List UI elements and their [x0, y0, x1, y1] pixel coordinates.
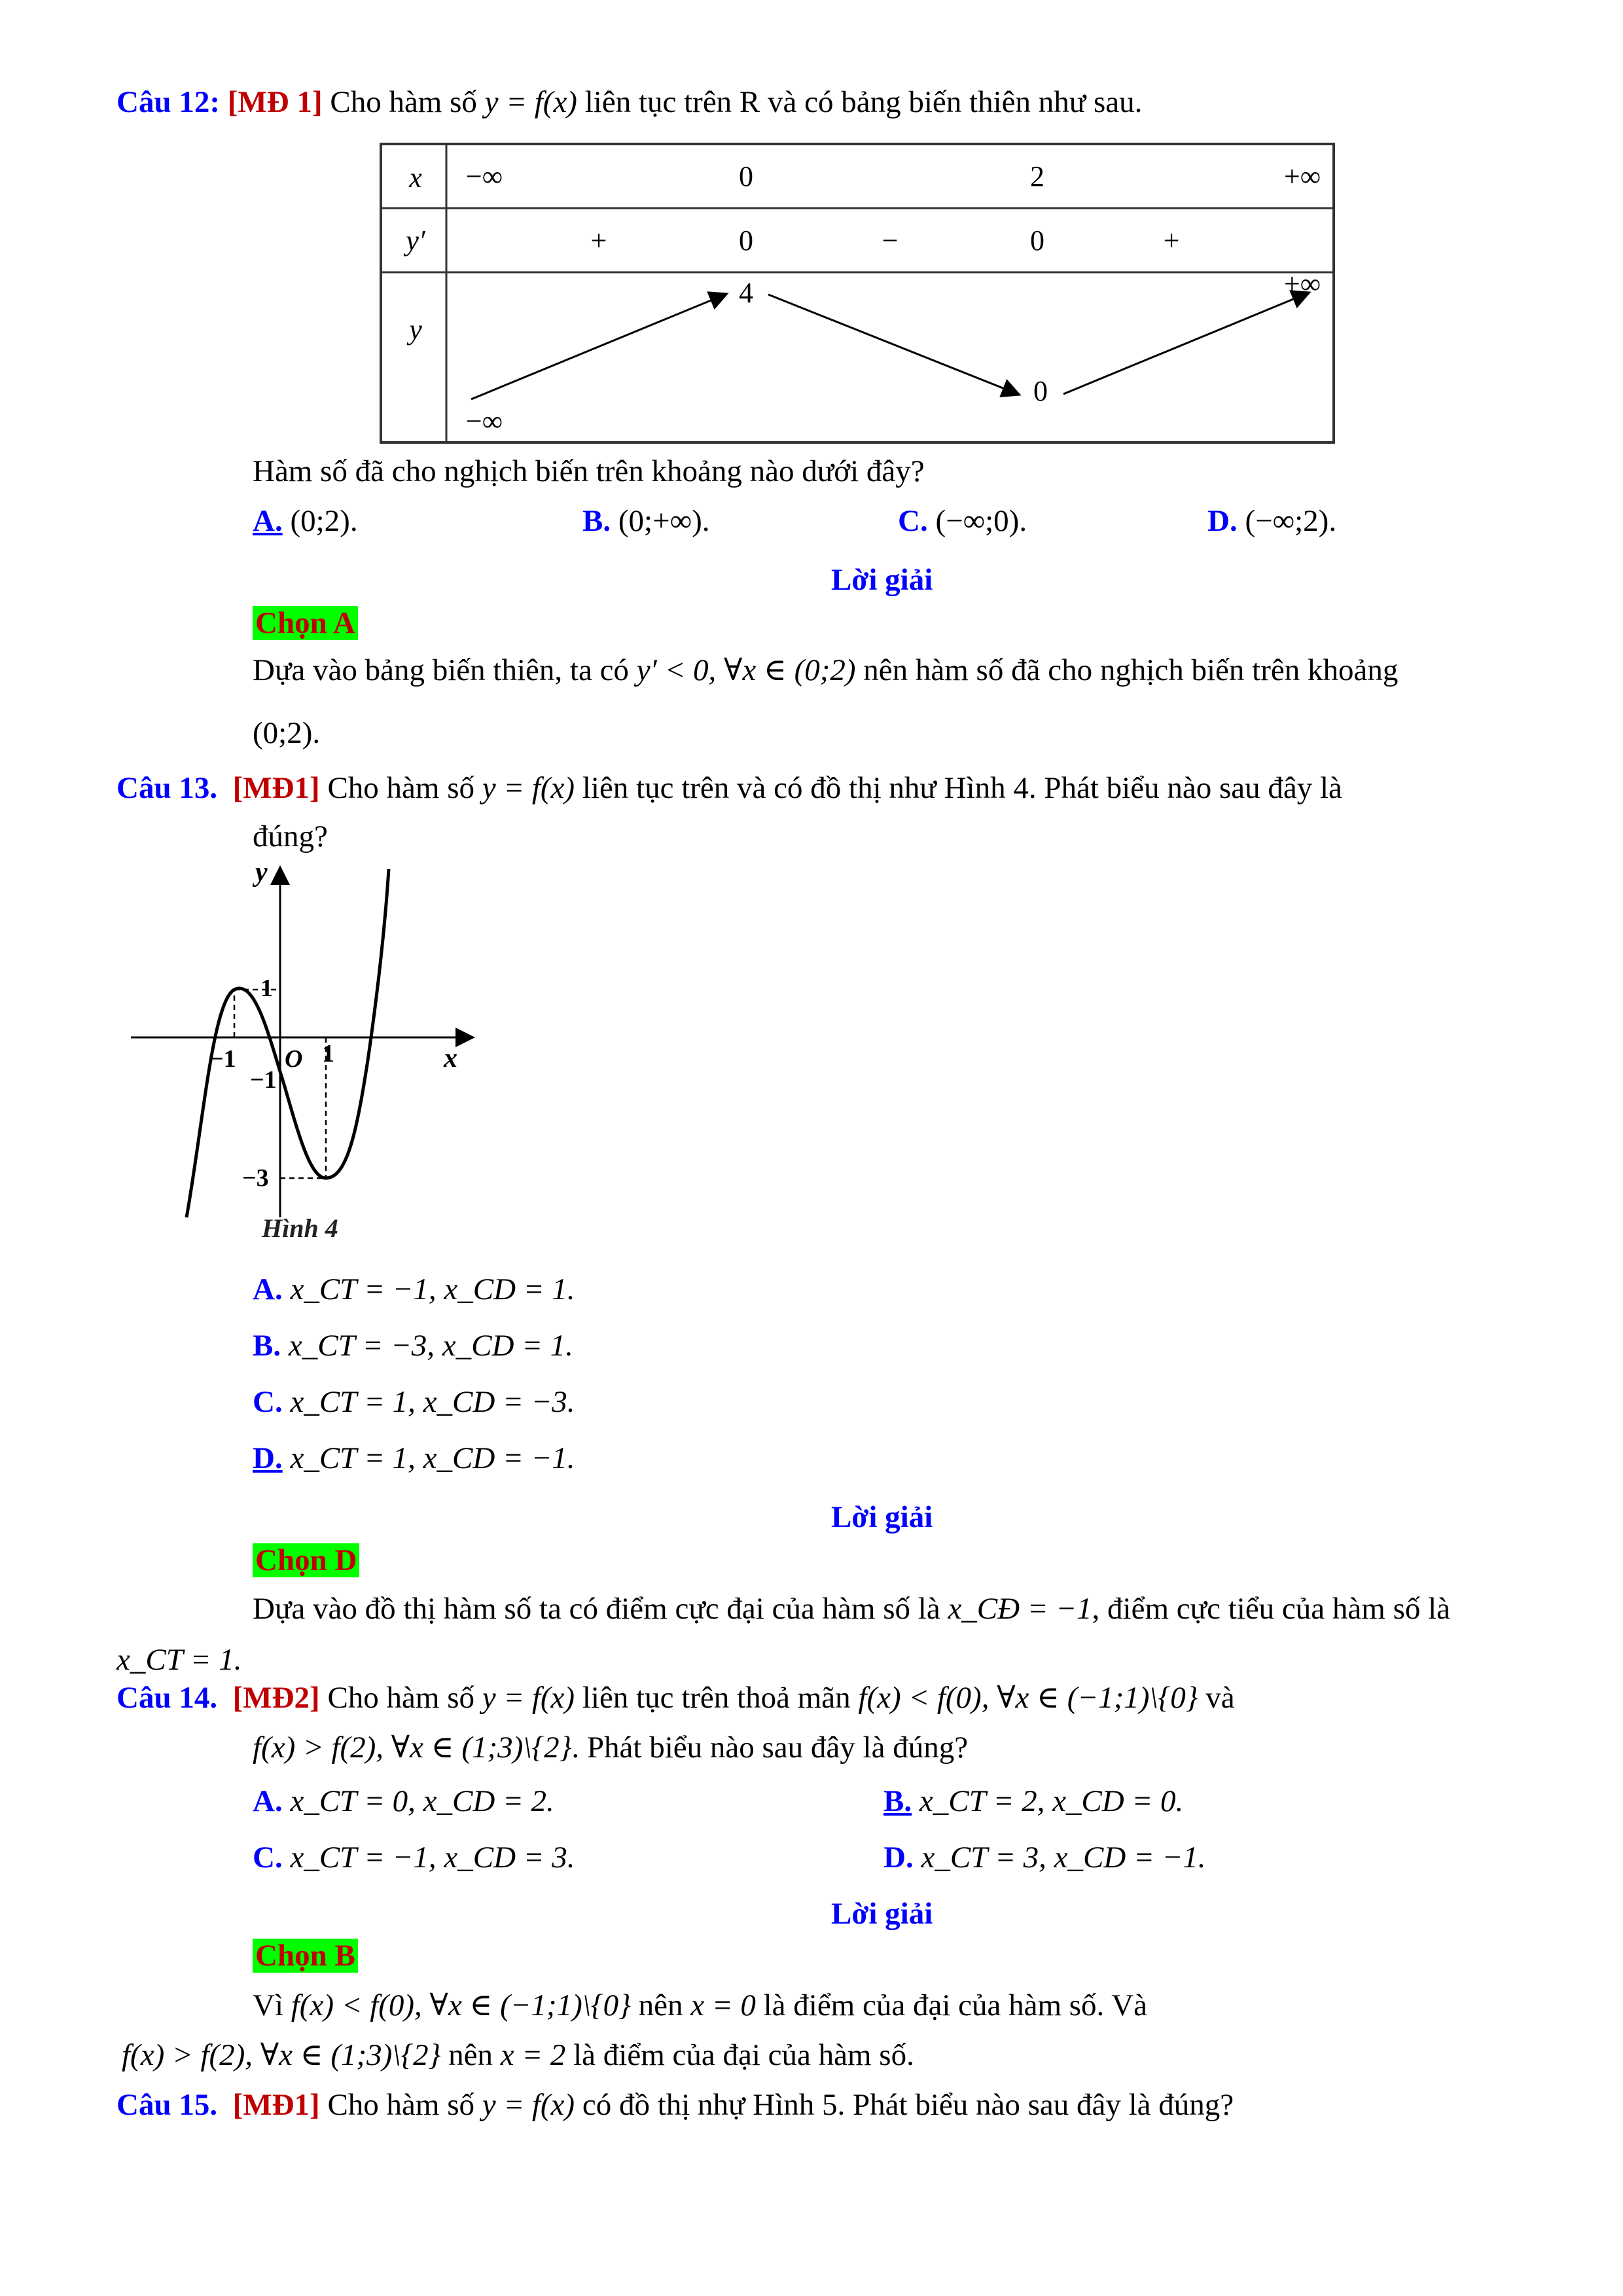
q12-explain: [253, 652, 1398, 689]
q14-option-b-letter: B.: [883, 1784, 912, 1818]
q12-option-d[interactable]: [1207, 503, 1336, 539]
x-val-neg-inf: −∞: [465, 160, 503, 192]
tick-y-neg1: −1: [250, 1066, 277, 1094]
q13-option-a-value: x_CT = −1, x_CD = 1.: [290, 1272, 575, 1306]
graph-hinh-4: [124, 851, 491, 1244]
q14-explain-math3: f(x) > f(2), ∀x ∈ (1;3)\{2}: [122, 2038, 441, 2072]
sign-zero-1: 0: [739, 224, 753, 257]
q15-stem-a: Cho hàm số: [327, 2088, 475, 2122]
y-val-pos-inf: +∞: [1283, 268, 1321, 300]
q14-explain-math4: x = 2: [500, 2038, 566, 2072]
q12-option-b-value: (0;+∞).: [618, 504, 710, 538]
q12-stem-b: liên tục trên R và có bảng biến thiên như sau.: [584, 85, 1143, 119]
q12-question: Hàm số đã cho nghịch biến trên khoảng nào dưới đây?: [253, 454, 925, 488]
q13-option-c-value: x_CT = 1, x_CD = −3.: [290, 1385, 575, 1419]
q13-stem-d: đúng?: [253, 819, 328, 853]
x-val-0: 0: [739, 160, 753, 192]
y-val-max: 4: [739, 277, 753, 309]
q14-explain-d: nên: [448, 2038, 493, 2072]
row-yp-label: y′: [406, 224, 425, 257]
q13-option-d-value: x_CT = 1, x_CD = −1.: [290, 1441, 575, 1475]
q15-stem-b: có đồ thị nhự Hình 5. Phát biểu nào sau đây là đúng?: [582, 2088, 1234, 2122]
q13-solution-title: Lời giải: [831, 1500, 933, 1534]
tick-x-neg1: −1: [209, 1045, 236, 1073]
y-axis-label: y: [255, 857, 268, 888]
variation-table: [380, 143, 1335, 444]
q13-option-b[interactable]: [253, 1327, 573, 1364]
q13-option-b-value: x_CT = −3, x_CD = 1.: [288, 1329, 573, 1363]
q13-explain-math: x_CĐ = −1: [948, 1592, 1092, 1626]
function-curve: [187, 869, 389, 1217]
q12-option-c-letter: C.: [898, 504, 928, 538]
q14-stem-a: Cho hàm số: [327, 1681, 475, 1715]
q14-solution-title: Lời giải: [831, 1897, 933, 1931]
q13-explain: [253, 1590, 1450, 1627]
q12-option-d-letter: D.: [1207, 504, 1238, 538]
q13-choice: Chọn D: [253, 1543, 359, 1577]
q14-option-c-value: x_CT = −1, x_CD = 3.: [290, 1840, 575, 1874]
q14-stem-d: và: [1205, 1681, 1235, 1715]
q12-option-b[interactable]: [582, 503, 709, 539]
q12-choice: Chọn A: [253, 606, 358, 640]
q14-stem: [116, 1679, 1235, 1716]
q13-stem-b: liên tục trên: [582, 771, 730, 805]
q14-option-a-value: x_CT = 0, x_CD = 2.: [290, 1784, 554, 1818]
q14-explain-line2: [122, 2037, 914, 2073]
q12-stem-math: y = f(x): [484, 85, 577, 119]
q13-stem-c: và có đồ thị như Hình 4. Phát biểu nào sau đây là: [737, 771, 1342, 805]
row-x-label: x: [409, 162, 422, 194]
q13-option-a[interactable]: [253, 1271, 575, 1308]
q13-level: [MĐ1]: [232, 771, 320, 805]
q14-option-b[interactable]: [883, 1783, 1183, 1820]
q15-stem-math: y = f(x): [482, 2088, 575, 2122]
arrow-increase-1: [471, 295, 725, 399]
q12-option-a[interactable]: [253, 503, 358, 539]
q14-option-d-value: x_CT = 3, x_CD = −1.: [921, 1840, 1206, 1874]
q12-explain-b: nên hàm số đã cho nghịch biến trên khoảng: [863, 653, 1399, 687]
q13-option-c-letter: C.: [253, 1385, 283, 1419]
q14-option-a-letter: A.: [253, 1784, 283, 1818]
q13-stem-a: Cho hàm số: [327, 771, 475, 805]
tick-x-1: 1: [322, 1040, 334, 1067]
q13-option-a-letter: A.: [253, 1272, 283, 1306]
y-val-min: 0: [1033, 375, 1048, 407]
q13-stem-math: y = f(x): [482, 771, 575, 805]
q14-stem-math: y = f(x): [482, 1681, 575, 1715]
graph-caption: Hình 4: [262, 1213, 338, 1243]
q14-explain-math2: x = 0: [690, 1988, 756, 2022]
q15-label: Câu 15.: [116, 2088, 218, 2122]
q14-explain: [253, 1987, 1147, 2024]
table-border: [381, 144, 1334, 442]
tick-y-neg3: −3: [242, 1164, 269, 1192]
q14-level: [MĐ2]: [232, 1681, 320, 1715]
q12-option-a-letter: A.: [253, 504, 283, 538]
q13-option-d[interactable]: [253, 1440, 575, 1477]
q12-label: Câu 12:: [116, 85, 220, 119]
q14-option-c-letter: C.: [253, 1840, 283, 1874]
sign-zero-2: 0: [1030, 224, 1044, 257]
q12-option-c-value: (−∞;0).: [935, 504, 1027, 538]
q14-option-a[interactable]: [253, 1783, 554, 1820]
x-val-2: 2: [1030, 160, 1044, 192]
q14-option-b-value: x_CT = 2, x_CD = 0.: [919, 1784, 1184, 1818]
q13-option-c[interactable]: [253, 1384, 575, 1420]
y-val-neg-inf: −∞: [465, 405, 503, 437]
q13-option-b-letter: B.: [253, 1329, 281, 1363]
q14-label: Câu 14.: [116, 1681, 218, 1715]
q14-choice: Chọn B: [253, 1939, 358, 1973]
q13-explain-c: x_CT = 1.: [116, 1643, 242, 1677]
q13-label: Câu 13.: [116, 771, 218, 805]
q14-explain-math: f(x) < f(0), ∀x ∈ (−1;1)\{0}: [291, 1988, 631, 2022]
q12-option-d-value: (−∞;2).: [1245, 504, 1337, 538]
q15-level: [MĐ1]: [232, 2088, 320, 2122]
q14-stem-e: . Phát biểu nào sau đây là đúng?: [571, 1731, 969, 1765]
q15-stem: [116, 2087, 1234, 2123]
sign-minus: −: [882, 224, 899, 257]
q12-level: [MĐ 1]: [227, 85, 323, 119]
q14-stem-math3: f(x) > f(2), ∀x ∈ (1;3)\{2}: [253, 1731, 572, 1765]
q13-stem: [116, 770, 1342, 806]
q13-explain-a: Dựa vào đồ thị hàm số ta có điểm cực đại của hàm số là: [253, 1592, 940, 1626]
q14-explain-a: Vì: [253, 1988, 283, 2022]
arrow-increase-2: [1063, 293, 1308, 394]
q14-option-d-letter: D.: [883, 1840, 914, 1874]
x-val-pos-inf: +∞: [1283, 160, 1321, 192]
x-axis-label: x: [444, 1043, 457, 1073]
origin-label: O: [285, 1045, 303, 1073]
q12-explain-a: Dựa vào bảng biến thiên, ta có: [253, 653, 629, 687]
q12-option-b-letter: B.: [582, 504, 611, 538]
q14-stem-math2: f(x) < f(0), ∀x ∈ (−1;1)\{0}: [858, 1681, 1198, 1715]
q12-stem-a: Cho hàm số: [330, 85, 477, 119]
q12-solution-title: Lời giải: [831, 563, 933, 597]
q14-option-d[interactable]: [883, 1839, 1206, 1876]
q12-explain-math: y′ < 0, ∀x ∈ (0;2): [636, 653, 856, 687]
q12-option-c[interactable]: [898, 503, 1027, 539]
q14-explain-c: là điểm của đại của hàm số. Và: [763, 1988, 1148, 2022]
tick-y-1: 1: [260, 975, 273, 1002]
q12-option-a-value: (0;2).: [290, 504, 358, 538]
q14-stem-c: thoả mãn: [737, 1681, 851, 1715]
q12-explain-c: (0;2).: [253, 716, 321, 750]
arrow-decrease: [768, 295, 1018, 394]
q13-option-d-letter: D.: [253, 1441, 283, 1475]
q14-explain-e: là điểm của đại của hàm số.: [573, 2038, 914, 2072]
q14-explain-b: nên: [638, 1988, 683, 2022]
q14-stem-b: liên tục trên: [582, 1681, 730, 1715]
sign-plus-2: +: [1163, 224, 1180, 257]
row-y-label: y: [409, 314, 422, 346]
q14-stem-line2: [253, 1729, 968, 1766]
q14-option-c[interactable]: [253, 1839, 575, 1876]
q13-explain-b: , điểm cực tiểu của hàm số là: [1092, 1592, 1451, 1626]
q12-stem: [116, 84, 1142, 120]
sign-plus-1: +: [590, 224, 607, 257]
